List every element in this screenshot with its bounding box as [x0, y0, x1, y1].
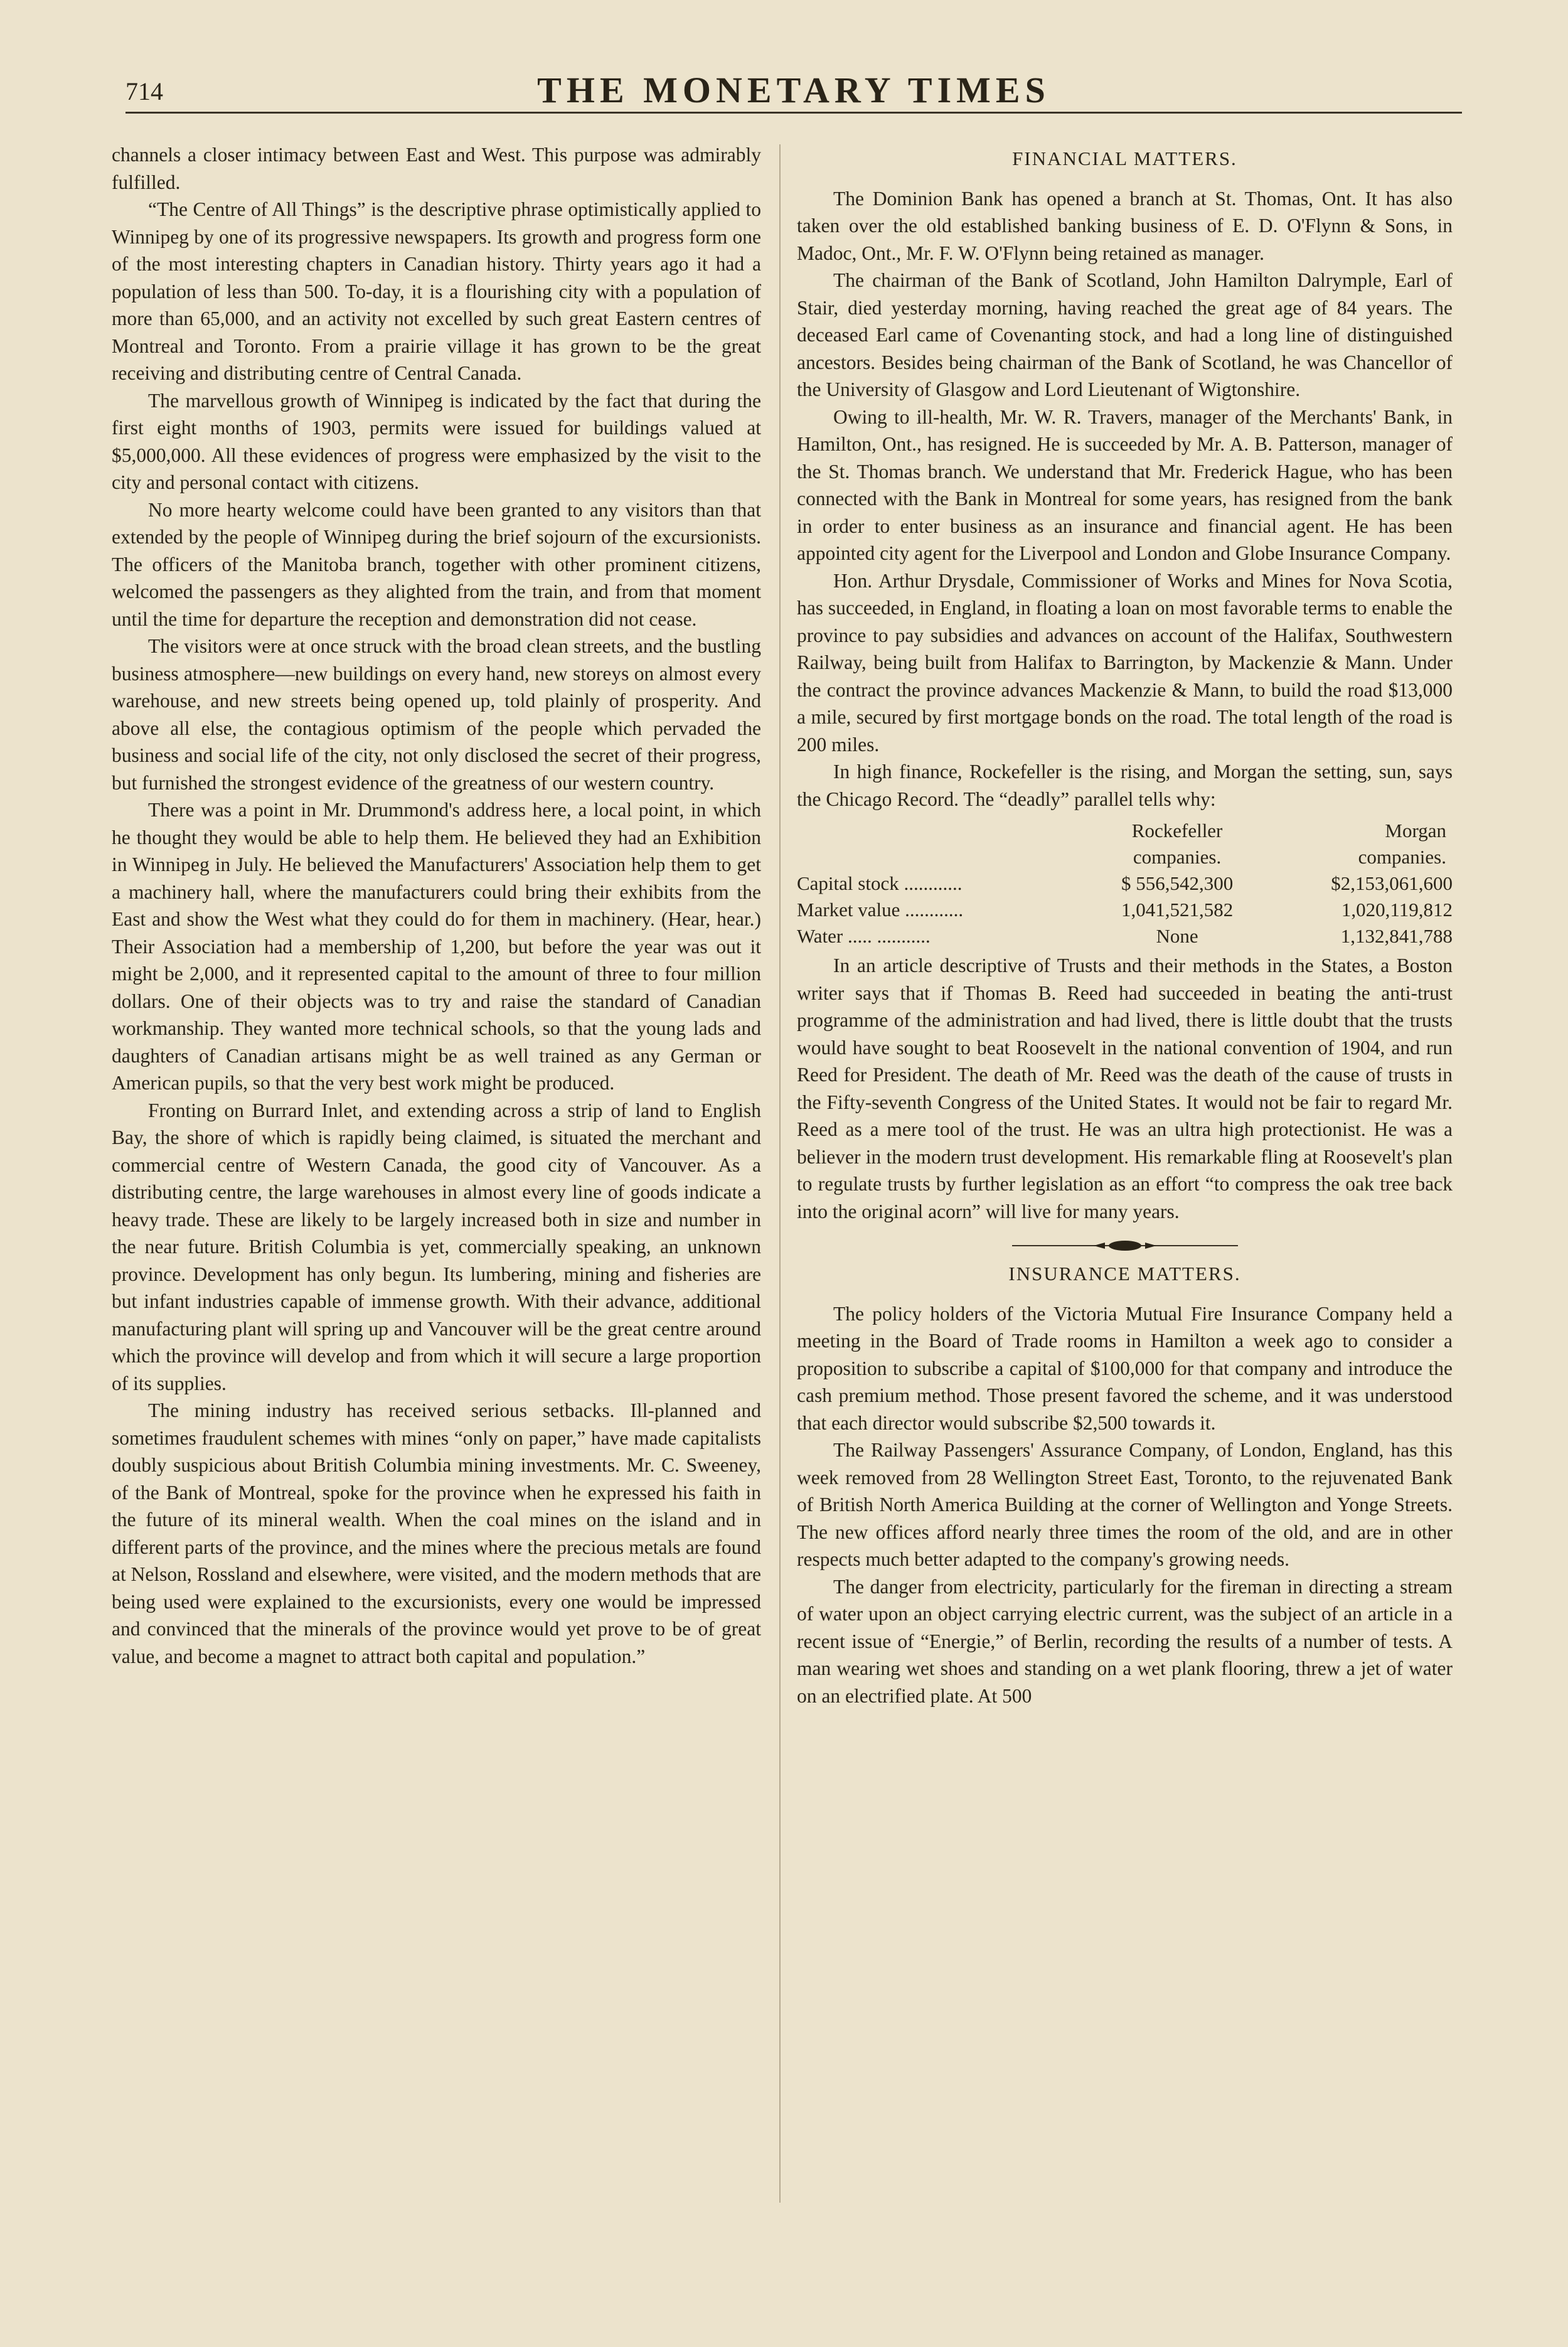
financial-matters-heading: FINANCIAL MATTERS. [1012, 147, 1237, 169]
masthead-title: THE MONETARY TIMES [537, 70, 1050, 110]
paragraph: The danger from electricity, particularly for the fireman in directing a stream of water upon an object carrying electric current, was the subject of an article in a recent issue of “Energie,” of Berlin, recording the results of a number of tests. A man wearing wet shoes and standing on a wet plank flooring, threw a jet of water on an electrified plate. At 500 [797, 1575, 1453, 1707]
rockefeller-morgan-table [797, 818, 1453, 949]
left-column [112, 141, 761, 1670]
rockefeller-value: $ 556,542,300 [1121, 872, 1234, 894]
rockefeller-subheader: companies. [1133, 846, 1222, 868]
paragraph: There was a point in Mr. Drummond's address here, a local point, in which he thought they would be able to help them. He believed they had an Exhibition in Winnipeg in July. He believed the Manufacturers' Association help them to get a machinery hall, where the manufacturers could bring their exhibits from the East and show the West what they could do for them in machinery. (Hear, hear.) Their Association had a membership of 1,200, but before the year was out it might be 2,000, and it represented capital to the amount of three to four million dollars. One of their objects was to try and raise the standard of Canadian workmanship. They wanted more technical schools, so that the young lads and daughters of Canadian artisans might be as well trained as any German or American pupils, so that the very best work might be produced. [112, 799, 761, 1094]
header-rule [125, 112, 1462, 114]
section-ornament [797, 1235, 1453, 1254]
paragraph: The policy holders of the Victoria Mutual Fire Insurance Company held a meeting in the Board of Trade rooms in Hamilton a week ago to consider a proposition to subscribe a capital of $100,000 for that company and introduce the cash premium method. Those present favored the scheme, and it was understood that each director would subscribe $2,500 towards it. [797, 1302, 1453, 1434]
paragraph: No more hearty welcome could have been granted to any visitors than that extended by the people of Winnipeg during the brief sojourn of the excursionists. The officers of the Manitoba branch, together with other prominent citizens, welcomed the passengers as they alighted from the train, and from that moment until the time for departure the reception and demonstration did not cease. [112, 498, 761, 630]
morgan-value: 1,020,119,812 [1341, 899, 1453, 921]
paragraph: The Dominion Bank has opened a branch at St. Thomas, Ont. It has also taken over the old established banking business of E. D. O'Flynn & Sons, in Madoc, Ont., Mr. F. W. O'Flynn being retained as manager. [797, 187, 1453, 264]
morgan-value: 1,132,841,788 [1340, 925, 1453, 947]
paragraph: Owing to ill-health, Mr. W. R. Travers, manager of the Merchants' Bank, in Hamilton, Ont., has resigned. He is succeeded by Mr. A. B. Patterson, manager of the St. Thomas branch. We understand that Mr. Frederick Hague, who has been connected with the Bank in Montreal for some years, has resigned from the bank in order to enter business as an insurance and financial agent. He has been appointed city agent for the Liverpool and London and Globe Insurance Company. [797, 405, 1453, 564]
right-column [797, 141, 1453, 1709]
paragraph: channels a closer intimacy between East and West. This purpose was admirably fulfilled. [112, 144, 761, 193]
rockefeller-value: None [1156, 925, 1198, 947]
table-row [797, 923, 1453, 949]
paragraph: The Railway Passengers' Assurance Company, of London, England, has this week removed from 28 Wellington Street East, Toronto, to the rejuvenated Bank of British North America Building at the corner of Wellington and Yonge Streets. The new offices afford nearly three times the room of the old, and are in other respects much better adapted to the company's growing needs. [797, 1439, 1453, 1570]
paragraph: The chairman of the Bank of Scotland, John Hamilton Dalrymple, Earl of Stair, died yesterday morning, having reached the great age of 84 years. The deceased Earl came of Covenanting stock, and had a long line of distinguished ancestors. Besides being chairman of the Bank of Scotland, he was Chancellor of the University of Glasgow and Lord Lieutenant of Wigtonshire. [797, 269, 1453, 400]
column-divider [779, 144, 781, 2203]
paragraph: The marvellous growth of Winnipeg is indicated by the fact that during the first eight months of 1903, permits were issued for buildings valued at $5,000,000. All these evidences of progress were emphasized by the visit to the city and personal contact with citizens. [112, 389, 761, 493]
rockefeller-value: 1,041,521,582 [1121, 899, 1234, 921]
paragraph: The mining industry has received serious setbacks. Ill-planned and sometimes fraudulent schemes with mines “only on paper,” have made capitalists doubly suspicious about British Columbia mining investments. Mr. C. Sweeney, of the Bank of Montreal, spoke for the province when he expressed his faith in the future of its mineral wealth. When the coal mines on the island and in different parts of the province, and the mines where the precious metals are found at Nelson, Rossland and elsewhere, were visited, and the modern methods that are being used were explained to the excursionists, every one would be impressed and convinced that the minerals of the province would yet prove to be of great value, and become a magnet to attract both capital and population.” [112, 1399, 761, 1667]
table-header-row [797, 818, 1453, 844]
paragraph: Hon. Arthur Drysdale, Commissioner of Works and Mines for Nova Scotia, has succeeded, in England, in floating a loan on most favorable terms to enable the province to pay subsidies and advances on account of the Halifax, Southwestern Railway, being built from Halifax to Barrington, by Mackenzie & Mann. Under the contract the province advances Mackenzie & Mann, to build the road $13,000 a mile, secured by first mortgage bonds on the road. The total length of the road is 200 miles. [797, 569, 1453, 756]
row-label: Water ..... ........... [797, 925, 931, 947]
morgan-value: $2,153,061,600 [1331, 872, 1453, 894]
paragraph: The visitors were at once struck with the broad clean streets, and the bustling business atmosphere—new buildings on every hand, new storeys on almost every warehouse, and new streets being opened up, told plainly of prosperity. And above all else, the contagious optimism of the people which pervaded the business and social life of the city, not only disclosed the secret of their progress, but furnished the strongest evidence of the greatness of our western country. [112, 635, 761, 794]
paragraph: Fronting on Burrard Inlet, and extending across a strip of land to English Bay, the shore of which is rapidly being claimed, is situated the merchant and commercial centre of Western Canada, the good city of Vancouver. As a distributing centre, the large warehouses in almost every line of goods indicate a heavy trade. These are likely to be largely increased both in size and number in the near future. British Columbia is yet, commercially speaking, an unknown province. Development has only begun. Its lumbering, mining and fisheries are but infant industries capable of immense growth. With their advance, additional manufacturing plant will spring up and Vancouver will be the great centre around which the province will develop and from which it will secure a large proportion of its supplies. [112, 1099, 761, 1394]
insurance-matters-heading: INSURANCE MATTERS. [1008, 1263, 1241, 1285]
row-label: Capital stock ............ [797, 872, 963, 894]
row-label: Market value ............ [797, 899, 964, 921]
paragraph: In high finance, Rockefeller is the rising, and Morgan the setting, sun, says the Chicago Record. The “deadly” parallel tells why: [797, 761, 1453, 810]
paragraph: In an article descriptive of Trusts and their methods in the States, a Boston writer says that if Thomas B. Reed had succeeded in beating the anti-trust programme of the administration and had lived, there is little doubt that the trusts would have sought to beat Roosevelt in the national convention of 1904, and run Reed for President. The death of Mr. Reed was the death of the cause of trusts in the Fifty-seventh Congress of the United States. It would not be fair to regard Mr. Reed as a mere tool of the trust. He was an ultra high protectionist. He was a believer in the modern trust development. His remarkable fling at Roosevelt's plan to regulate trusts by further legislation as an effort “to compress the oak tree back into the original acorn” will live for many years. [797, 954, 1453, 1222]
table-header-row [797, 844, 1453, 870]
table-row [797, 897, 1453, 923]
morgan-header: Morgan [1385, 820, 1446, 842]
ornament-divider-icon [1012, 1236, 1238, 1255]
rockefeller-header: Rockefeller [1131, 820, 1223, 842]
page-number: 714 [125, 77, 163, 105]
paragraph: “The Centre of All Things” is the descriptive phrase optimistically applied to Winnipeg by one of its progressive newspapers. Its growth and progress form one of the most interesting chapters in Canadian history. Thirty years ago it had a population of less than 500. To-day, it is a flourishing city with a population of more than 65,000, and an activity not excelled by such great Eastern centres of Montreal and Toronto. From a prairie village it has grown to be the great receiving and distributing centre of Central Canada. [112, 198, 761, 384]
morgan-subheader: companies. [1358, 846, 1446, 868]
table-row [797, 870, 1453, 897]
